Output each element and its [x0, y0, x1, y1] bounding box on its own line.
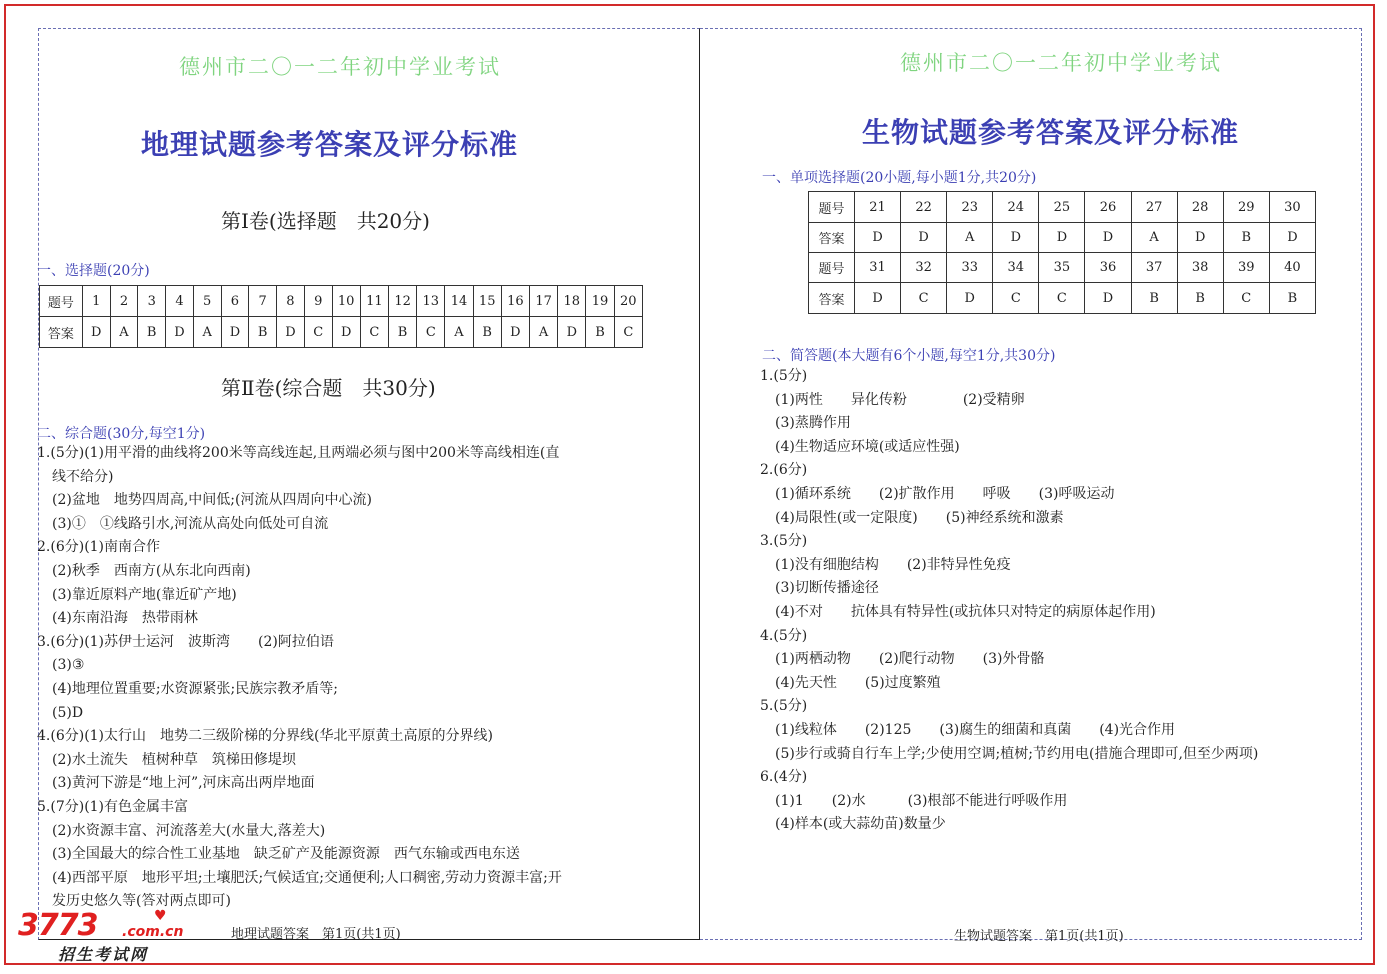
answer-cell: D — [1269, 223, 1315, 253]
answer-line: (4)地理位置重要;水资源紧张;民族宗教矛盾等; — [52, 680, 338, 697]
answer-cell: C — [360, 317, 388, 348]
answer-line: 4.(6分)(1)太行山 地势二三级阶梯的分界线(华北平原黄土高原的分界线) — [37, 728, 493, 745]
answer-cell: B — [1177, 283, 1223, 314]
section-1-heading: 一、单项选择题(20小题,每小题1分,共20分) — [762, 170, 1037, 186]
answer-line: (3)切断传播途径 — [775, 580, 879, 597]
answer-cell: A — [947, 223, 993, 253]
question-number: 31 — [854, 253, 900, 283]
question-number: 28 — [1177, 192, 1223, 223]
question-number: 6 — [221, 286, 249, 317]
question-number: 14 — [445, 286, 473, 317]
answer-line: (3)靠近原料产地(靠近矿产地) — [52, 586, 237, 603]
answer-cell: D — [82, 317, 110, 348]
answer-cell: D — [1039, 223, 1085, 253]
answer-cell: A — [530, 317, 558, 348]
answer-line: (1)循环系统 (2)扩散作用 呼吸 (3)呼吸运动 — [775, 485, 1115, 502]
answer-line: (1)两性 异化传粉 (2)受精卵 — [775, 391, 1025, 408]
answer-cell: B — [1269, 283, 1315, 314]
logo-subtitle: 招生考试网 — [58, 945, 149, 964]
answer-cell: B — [473, 317, 501, 348]
answer-cell: A — [445, 317, 473, 348]
answer-cell: D — [332, 317, 360, 348]
answer-line: (4)生物适应环境(或适应性强) — [775, 438, 960, 455]
answer-line: (3)③ — [52, 657, 85, 674]
answer-cell: B — [586, 317, 614, 348]
answer-line: 1.(5分) — [760, 368, 808, 384]
geography-answers — [37, 442, 562, 914]
page-footer: 生物试题答案 第1页(共1页) — [954, 929, 1124, 944]
answer-line: (1)没有细胞结构 (2)非特异性免疫 — [775, 556, 1011, 573]
page-footer: 地理试题答案 第1页(共1页) — [231, 927, 401, 942]
exam-title: 德州市二〇一二年初中学业考试 — [900, 51, 1222, 75]
question-number: 4 — [166, 286, 194, 317]
biology-answer-page — [700, 28, 1362, 944]
answer-cell: D — [558, 317, 586, 348]
answer-line: 5.(7分)(1)有色金属丰富 — [37, 798, 189, 815]
question-number: 37 — [1131, 253, 1177, 283]
answer-cell: D — [947, 283, 993, 314]
geography-answer-page — [38, 28, 700, 940]
question-number: 5 — [193, 286, 221, 317]
biology-answers — [760, 365, 1258, 837]
question-number: 25 — [1039, 192, 1085, 223]
answer-cell: D — [221, 317, 249, 348]
answer-line: (3)① ①线路引水,河流从高处向低处可自流 — [52, 515, 329, 532]
question-number: 22 — [901, 192, 947, 223]
answer-line: (5)D — [52, 704, 84, 721]
section-2-heading: 二、综合题(30分,每空1分) — [37, 426, 206, 442]
question-number: 21 — [854, 192, 900, 223]
volume-2-title: 第Ⅱ卷(综合题 共30分) — [221, 376, 436, 400]
row-label: 题号 — [809, 192, 855, 223]
answer-line: (4)不对 抗体具有特异性(或抗体只对特定的病原体起作用) — [775, 603, 1156, 620]
answer-cell: D — [993, 223, 1039, 253]
answer-cell: D — [854, 223, 900, 253]
question-number: 9 — [304, 286, 332, 317]
volume-1-title: 第Ⅰ卷(选择题 共20分) — [221, 209, 430, 233]
answer-cell: D — [277, 317, 305, 348]
answer-cell: C — [901, 283, 947, 314]
question-number: 36 — [1085, 253, 1131, 283]
answer-cell: D — [901, 223, 947, 253]
answer-line: (4)样本(或大蒜幼苗)数量少 — [775, 816, 946, 833]
answer-line: (4)局限性(或一定限度) (5)神经系统和激素 — [775, 509, 1064, 526]
question-number: 33 — [947, 253, 993, 283]
section-2-heading: 二、简答题(本大题有6个小题,每空1分,共30分) — [762, 348, 1056, 364]
answer-cell: A — [193, 317, 221, 348]
answer-cell: D — [1085, 283, 1131, 314]
answer-cell: B — [1223, 223, 1269, 253]
answer-line: (2)水土流失 植树种草 筑梯田修堤坝 — [52, 751, 296, 768]
answer-line: (1)1 (2)水 (3)根部不能进行呼吸作用 — [775, 792, 1068, 809]
answer-line: (2)盆地 地势四周高,中间低;(河流从四周向中心流) — [52, 492, 372, 509]
answer-line: 线不给分) — [52, 468, 114, 485]
answer-cell: C — [1039, 283, 1085, 314]
question-number: 2 — [110, 286, 138, 317]
answer-line: 4.(5分) — [760, 627, 808, 644]
answer-line: 3.(5分) — [760, 533, 808, 550]
answer-line: (2)秋季 西南方(从东北向西南) — [52, 562, 251, 579]
question-number: 27 — [1131, 192, 1177, 223]
section-1-heading: 一、选择题(20分) — [37, 263, 150, 279]
answer-cell: A — [110, 317, 138, 348]
page-title: 地理试题参考答案及评分标准 — [141, 128, 519, 161]
row-label: 答案 — [809, 223, 855, 253]
question-number: 34 — [993, 253, 1039, 283]
answer-cell: D — [1085, 223, 1131, 253]
row-label: 题号 — [809, 253, 855, 283]
question-number: 40 — [1269, 253, 1315, 283]
site-watermark-logo — [18, 908, 184, 968]
question-number: 20 — [614, 286, 642, 317]
answer-line: 发历史悠久等(答对两点即可) — [52, 893, 231, 910]
question-number: 23 — [947, 192, 993, 223]
page-title: 生物试题参考答案及评分标准 — [862, 116, 1240, 149]
answer-line: (4)西部平原 地形平坦;土壤肥沃;气候适宜;交通便利;人口稠密,劳动力资源丰富;开 — [52, 869, 562, 886]
answer-cell: D — [1177, 223, 1223, 253]
answer-cell: C — [304, 317, 332, 348]
logo-number: 3773 — [18, 908, 98, 943]
question-number: 3 — [138, 286, 166, 317]
answer-line: 1.(5分)(1)用平滑的曲线将200米等高线连起,且两端必须与图中200米等高线相连(直 — [37, 445, 560, 461]
question-number: 7 — [249, 286, 277, 317]
question-number: 19 — [586, 286, 614, 317]
logo-domain: .com.cn — [122, 924, 184, 940]
question-number: 39 — [1223, 253, 1269, 283]
answer-line: (4)东南沿海 热带雨林 — [52, 610, 198, 627]
question-number: 8 — [277, 286, 305, 317]
answer-line: (3)全国最大的综合性工业基地 缺乏矿产及能源资源 西气东输或西电东送 — [52, 846, 520, 863]
row-label: 题号 — [40, 286, 83, 317]
question-number: 18 — [558, 286, 586, 317]
exam-title: 德州市二〇一二年初中学业考试 — [179, 55, 501, 79]
question-number: 35 — [1039, 253, 1085, 283]
answer-cell: B — [249, 317, 277, 348]
answer-line: 5.(5分) — [760, 698, 808, 715]
question-number: 11 — [360, 286, 388, 317]
answer-line: (5)步行或骑自行车上学;少使用空调;植树;节约用电(措施合理即可,但至少两项) — [775, 745, 1259, 762]
answer-cell: D — [854, 283, 900, 314]
answer-cell: C — [417, 317, 445, 348]
question-number: 1 — [82, 286, 110, 317]
answer-line: (4)先天性 (5)过度繁殖 — [775, 674, 941, 691]
question-number: 17 — [530, 286, 558, 317]
answer-line: (3)蒸腾作用 — [775, 415, 851, 432]
answer-cell: B — [1131, 283, 1177, 314]
question-number: 16 — [501, 286, 529, 317]
answer-line: (1)两栖动物 (2)爬行动物 (3)外骨骼 — [775, 651, 1045, 668]
question-number: 30 — [1269, 192, 1315, 223]
answer-line: 3.(6分)(1)苏伊士运河 波斯湾 (2)阿拉伯语 — [37, 633, 334, 650]
answer-line: (2)水资源丰富、河流落差大(水量大,落差大) — [52, 822, 326, 839]
answer-cell: C — [993, 283, 1039, 314]
biology-answer-table — [808, 191, 1316, 314]
answer-cell: D — [501, 317, 529, 348]
row-label: 答案 — [40, 317, 83, 348]
heart-icon: ♥ — [154, 908, 167, 924]
row-label: 答案 — [809, 283, 855, 314]
question-number: 26 — [1085, 192, 1131, 223]
answer-cell: B — [138, 317, 166, 348]
answer-line: 6.(4分) — [760, 769, 808, 786]
answer-line: 2.(6分)(1)南南合作 — [37, 539, 161, 556]
question-number: 24 — [993, 192, 1039, 223]
question-number: 12 — [388, 286, 416, 317]
answer-line: (3)黄河下游是“地上河”,河床高出两岸地面 — [52, 775, 315, 792]
answer-line: (1)线粒体 (2)125 (3)腐生的细菌和真菌 (4)光合作用 — [775, 721, 1176, 738]
question-number: 38 — [1177, 253, 1223, 283]
question-number: 10 — [332, 286, 360, 317]
question-number: 13 — [417, 286, 445, 317]
answer-cell: C — [1223, 283, 1269, 314]
answer-cell: B — [388, 317, 416, 348]
answer-cell: D — [166, 317, 194, 348]
answer-cell: A — [1131, 223, 1177, 253]
answer-line: 2.(6分) — [760, 462, 808, 479]
geography-answer-table — [39, 285, 643, 348]
question-number: 29 — [1223, 192, 1269, 223]
question-number: 32 — [901, 253, 947, 283]
answer-cell: C — [614, 317, 642, 348]
question-number: 15 — [473, 286, 501, 317]
